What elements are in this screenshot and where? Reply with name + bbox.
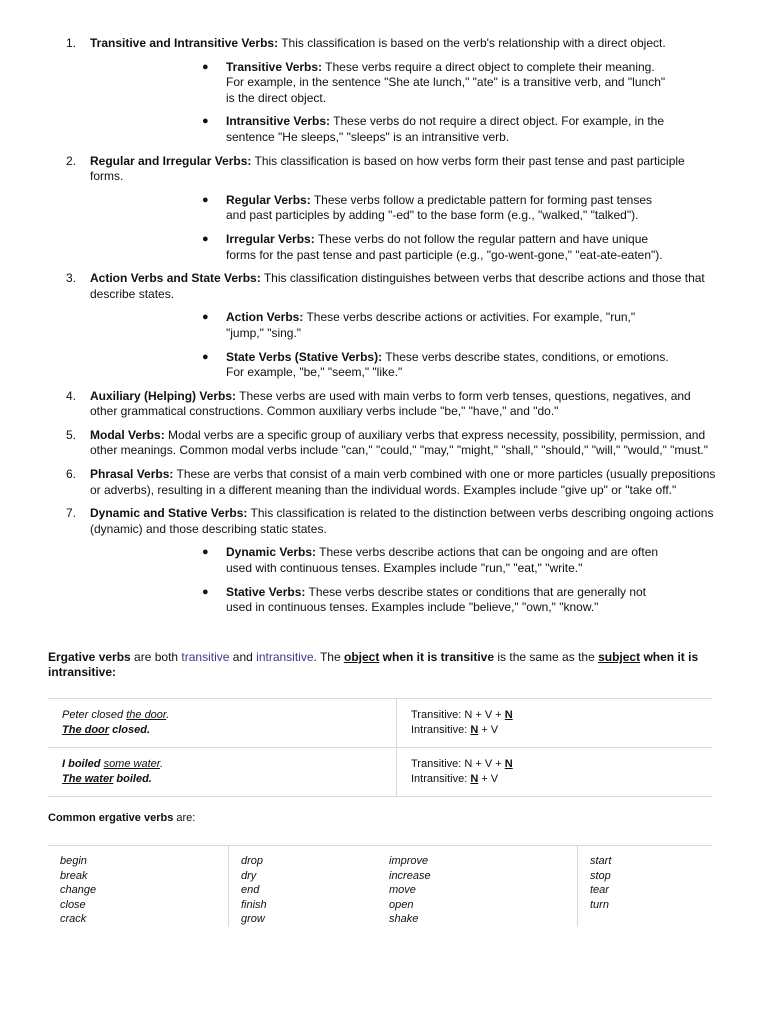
list-item: change bbox=[60, 884, 97, 897]
list-item: increase bbox=[389, 869, 431, 882]
bullet-icon: ● bbox=[202, 350, 209, 363]
table-row bbox=[48, 699, 712, 748]
list-item: start bbox=[590, 855, 612, 867]
bullet-icon: ● bbox=[202, 115, 209, 128]
example-sentences: I boiled some water. The water boiled. bbox=[48, 748, 397, 797]
list-item: open bbox=[389, 898, 414, 911]
list-item: crack bbox=[60, 913, 87, 926]
list-item: improve bbox=[389, 855, 429, 867]
list-number: 2. bbox=[66, 153, 77, 168]
list-item bbox=[0, 154, 768, 264]
verb-column bbox=[229, 846, 378, 927]
list-number: 4. bbox=[66, 388, 77, 403]
example-sentences: Peter closed the door. The door closed. bbox=[48, 699, 397, 748]
sub-item: ● State Verbs (Stative Verbs): These verbs describe states, conditions, or emotions. For example, "be," "seem," "like." bbox=[202, 349, 669, 380]
verb-column bbox=[48, 846, 229, 927]
item-text: This classification is based on the verb's relationship with a direct object. bbox=[278, 36, 666, 50]
bullet-icon: ● bbox=[202, 585, 209, 598]
sub-item: ● Regular Verbs: These verbs follow a predictable pattern for forming past tenses and past participles by adding "-ed" to the base form (e.g., "walked," "talked"). bbox=[202, 192, 652, 223]
sub-item: ● Dynamic Verbs: These verbs describe actions that can be ongoing and are often used with continuous tenses. Examples include "run," "eat," "write." bbox=[202, 545, 659, 576]
bullet-icon: ● bbox=[202, 232, 209, 245]
item-title: Action Verbs and State Verbs: bbox=[90, 271, 261, 286]
list-item bbox=[0, 36, 768, 146]
list-number: 6. bbox=[66, 467, 77, 482]
list-item: grow bbox=[241, 913, 265, 926]
ergative-verbs-table bbox=[48, 845, 712, 927]
item-title: Auxiliary (Helping) Verbs: bbox=[90, 388, 237, 403]
list-item: stop bbox=[590, 869, 611, 882]
verb-column bbox=[578, 846, 713, 927]
bullet-icon: ● bbox=[202, 60, 209, 73]
list-number: 5. bbox=[66, 427, 77, 442]
bullet-icon: ● bbox=[202, 546, 209, 559]
example-pattern: Transitive: N + V + N Intransitive: N + V bbox=[397, 699, 713, 748]
table-row bbox=[48, 846, 712, 927]
list-item bbox=[0, 389, 768, 420]
list-item: break bbox=[60, 869, 88, 882]
item-text: This classification is based on how verbs form their past tense and past participle forms. bbox=[90, 153, 685, 184]
list-item: dry bbox=[241, 869, 257, 882]
list-number: 3. bbox=[66, 271, 77, 286]
list-item: close bbox=[60, 898, 86, 911]
item-text: These are verbs that consist of a main verb combined with one or more particles (usually prepositions or adverbs), resulting in a different meaning than the individual words. Examples include "give up" or "take off." bbox=[90, 467, 716, 497]
item-text: Modal verbs are a specific group of auxiliary verbs that express necessity, possibility, permission, and other meanings. Common modal verbs include "can," "could," "may," "might," "shall," "should," "will," "would," "must." bbox=[90, 427, 709, 458]
common-ergative-label: Common ergative verbs are: bbox=[48, 812, 196, 824]
ergative-intro: Ergative verbs are both transitive and intransitive. The object when it is transitive is the same as the subject when it is intransitive: bbox=[48, 650, 699, 679]
item-title: Modal Verbs: bbox=[90, 427, 165, 442]
list-item: turn bbox=[590, 898, 609, 911]
item-title: Phrasal Verbs: bbox=[90, 467, 174, 482]
item-title: Dynamic and Stative Verbs: bbox=[90, 506, 248, 521]
item-text: These verbs are used with main verbs to form verb tenses, questions, negatives, and other grammatical constructions. Common auxiliary verbs include "be," "have," and "do." bbox=[90, 388, 691, 419]
list-item bbox=[0, 271, 768, 381]
item-title: Transitive and Intransitive Verbs: bbox=[90, 36, 279, 50]
item-title: Regular and Irregular Verbs: bbox=[90, 153, 252, 168]
list-item: move bbox=[389, 884, 416, 897]
list-item: tear bbox=[590, 884, 609, 897]
list-item: drop bbox=[241, 855, 264, 867]
list-item bbox=[0, 428, 768, 459]
item-text: This classification is related to the distinction between verbs describing ongoing actions (dynamic) and those describing static states. bbox=[90, 506, 714, 536]
sub-item: ● Stative Verbs: These verbs describe states or conditions that are generally not used in continuous tenses. Examples include "believe," "own," "know." bbox=[202, 584, 647, 615]
list-number: 7. bbox=[66, 506, 77, 521]
bullet-icon: ● bbox=[202, 193, 209, 206]
example-pattern: Transitive: N + V + N Intransitive: N + V bbox=[397, 748, 713, 797]
verb-column bbox=[377, 846, 578, 927]
sub-item: ● Irregular Verbs: These verbs do not follow the regular pattern and have unique forms for the past tense and past participle (e.g., "go-went-gone," "eat-ate-eaten"). bbox=[202, 231, 663, 262]
sub-item: ● Intransitive Verbs: These verbs do not require a direct object. For example, in the sentence "He sleeps," "sleeps" is an intransitive verb. bbox=[202, 114, 665, 144]
list-item: begin bbox=[60, 855, 87, 867]
sub-item: ● Action Verbs: These verbs describe actions or activities. For example, "run," "jump," "sing." bbox=[202, 310, 636, 340]
item-text: This classification distinguishes between verbs that describe actions and those that describe states. bbox=[90, 271, 705, 301]
sub-item: ● Transitive Verbs: These verbs require a direct object to complete their meaning. For example, in the sentence "She ate lunch," "ate" is a transitive verb, and "lunch" is the direct object. bbox=[202, 59, 666, 105]
bullet-icon: ● bbox=[202, 311, 209, 324]
list-item: shake bbox=[389, 913, 419, 926]
ergative-examples-table bbox=[48, 698, 712, 797]
list-item: end bbox=[241, 884, 260, 897]
verb-classification-list bbox=[0, 36, 768, 624]
list-item bbox=[0, 506, 768, 616]
list-item bbox=[0, 467, 768, 498]
table-row bbox=[48, 748, 712, 797]
list-number: 1. bbox=[66, 36, 77, 50]
list-item: finish bbox=[241, 898, 267, 911]
